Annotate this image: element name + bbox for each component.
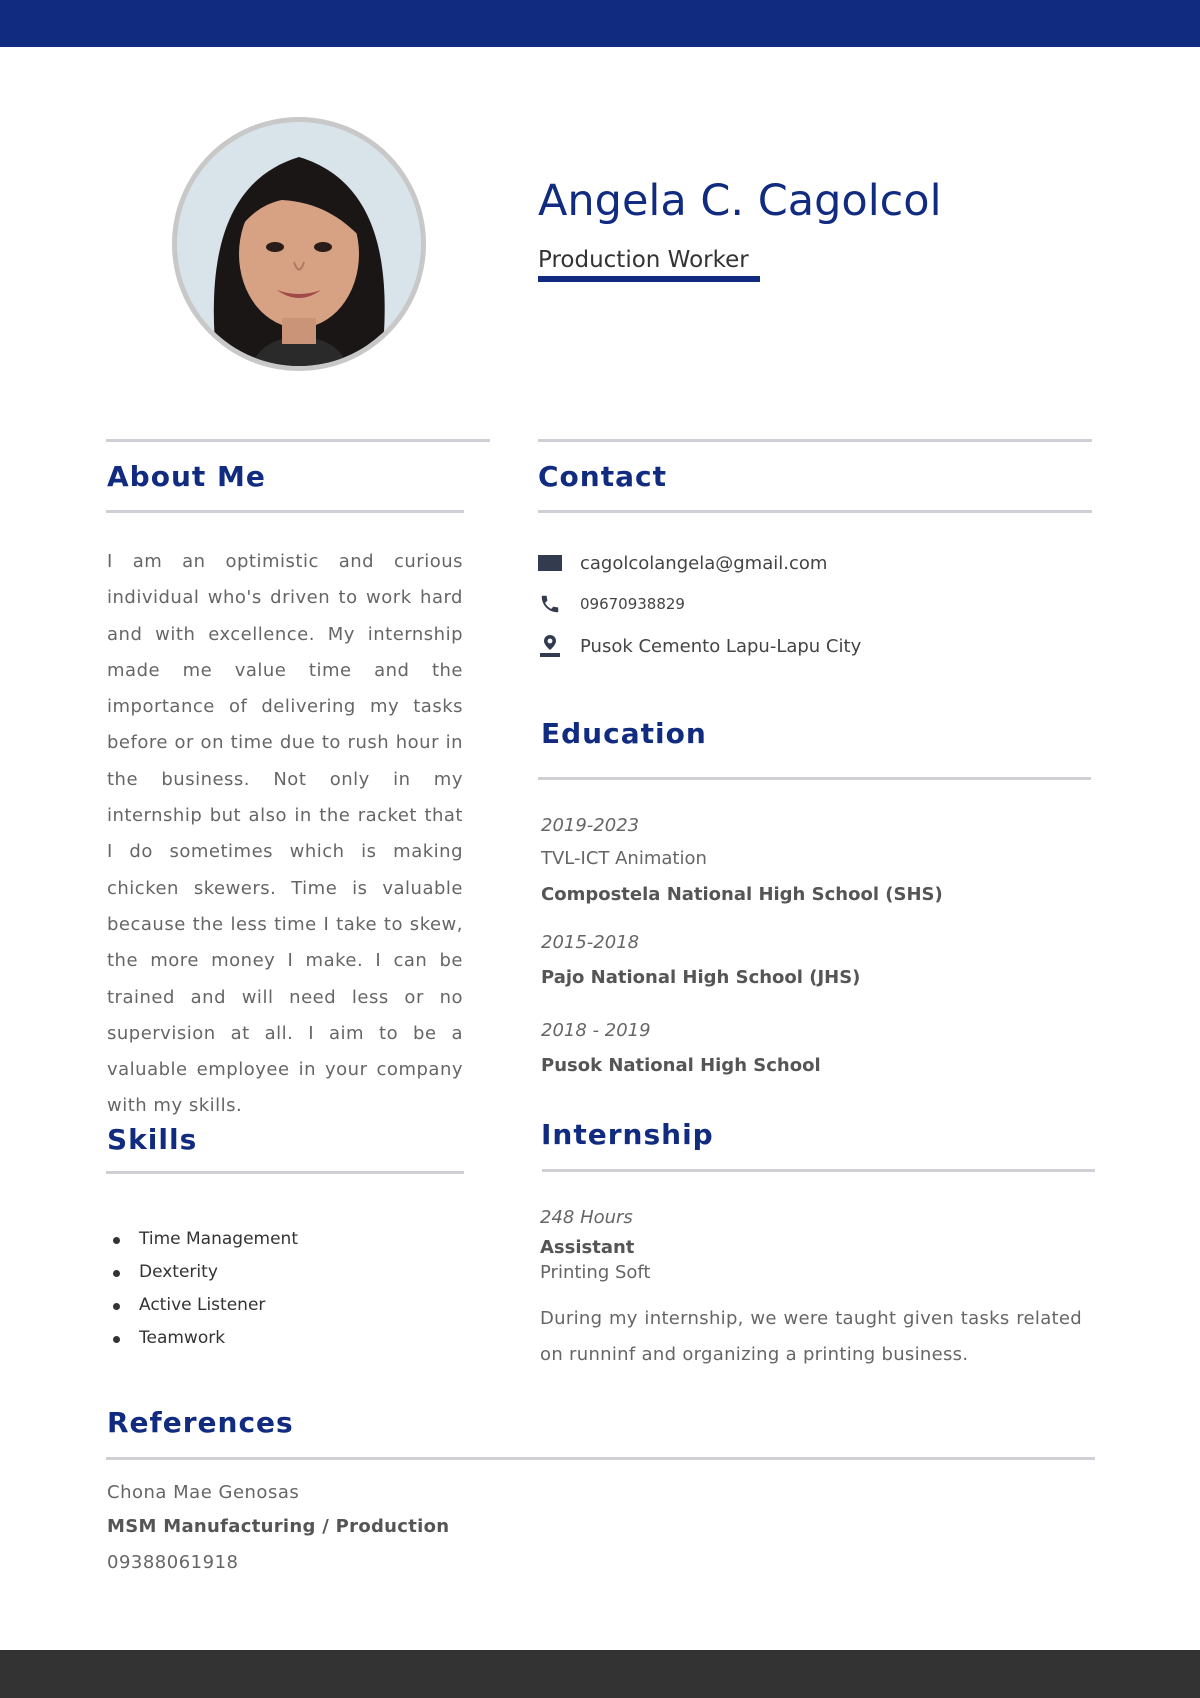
list-item: Teamwork (110, 1325, 298, 1358)
skills-rule (106, 1171, 464, 1174)
candidate-name: Angela C. Cagolcol (538, 176, 942, 226)
reference-name: Chona Mae Genosas (107, 1482, 300, 1503)
contact-heading: Contact (538, 460, 667, 493)
reference-phone: 09388061918 (107, 1552, 239, 1573)
education-school: Compostela National High School (SHS) (541, 884, 943, 905)
education-date: 2019-2023 (541, 815, 640, 836)
references-heading: References (107, 1406, 294, 1439)
contact-top-rule (538, 439, 1092, 442)
education-date: 2015-2018 (541, 932, 640, 953)
profile-photo-frame (172, 117, 426, 371)
contact-phone-row (538, 592, 685, 616)
contact-email[interactable]: cagolcolangela@gmail.com (580, 552, 828, 574)
education-rule (538, 777, 1091, 780)
bottom-footer-bar (0, 1650, 1200, 1698)
job-title-underline (538, 276, 760, 282)
reference-company: MSM Manufacturing / Production (107, 1516, 450, 1537)
internship-company: Printing Soft (540, 1262, 651, 1283)
internship-hours: 248 Hours (540, 1207, 633, 1228)
job-title: Production Worker (538, 247, 749, 273)
about-text: I am an optimistic and curious individual who's driven to work hard and with excellence. My internship made me value time and the importance of delivering my tasks before or on time due to rush hour in the business. Not only in my internship but also in the racket that I do sometimes which is making chicken skewers. Time is valuable because the less time I take to skew, the more money I make. I can be trained and will need less or no supervision at all. I aim to be a valuable employee in your company with my skills. (107, 551, 463, 1117)
about-heading: About Me (107, 460, 266, 493)
internship-role: Assistant (540, 1237, 635, 1258)
internship-description: During my internship, we were taught given tasks related on runninf and organizing a printing business. (540, 1308, 1082, 1365)
contact-phone: 09670938829 (580, 595, 685, 613)
list-item: Dexterity (110, 1259, 298, 1292)
about-top-rule (106, 439, 490, 442)
education-heading: Education (541, 717, 707, 750)
education-school: Pajo National High School (JHS) (541, 967, 861, 988)
internship-heading: Internship (541, 1118, 714, 1151)
list-item: Active Listener (110, 1292, 298, 1325)
skills-list (110, 1226, 298, 1358)
contact-address: Pusok Cemento Lapu-Lapu City (580, 635, 862, 657)
skills-heading: Skills (107, 1123, 198, 1156)
about-bottom-rule (106, 510, 464, 513)
profile-photo (177, 122, 421, 366)
internship-rule (542, 1169, 1095, 1172)
top-accent-bar (0, 0, 1200, 47)
references-rule (106, 1457, 1095, 1460)
envelope-icon (538, 551, 562, 575)
contact-email-row (538, 551, 827, 575)
list-item: Time Management (110, 1226, 298, 1259)
contact-bottom-rule (538, 510, 1092, 513)
education-date: 2018 - 2019 (541, 1020, 651, 1041)
education-field: TVL-ICT Animation (541, 848, 707, 869)
education-school: Pusok National High School (541, 1055, 821, 1076)
contact-address-row (538, 634, 861, 658)
phone-icon (538, 592, 562, 616)
location-person-icon (538, 634, 562, 658)
